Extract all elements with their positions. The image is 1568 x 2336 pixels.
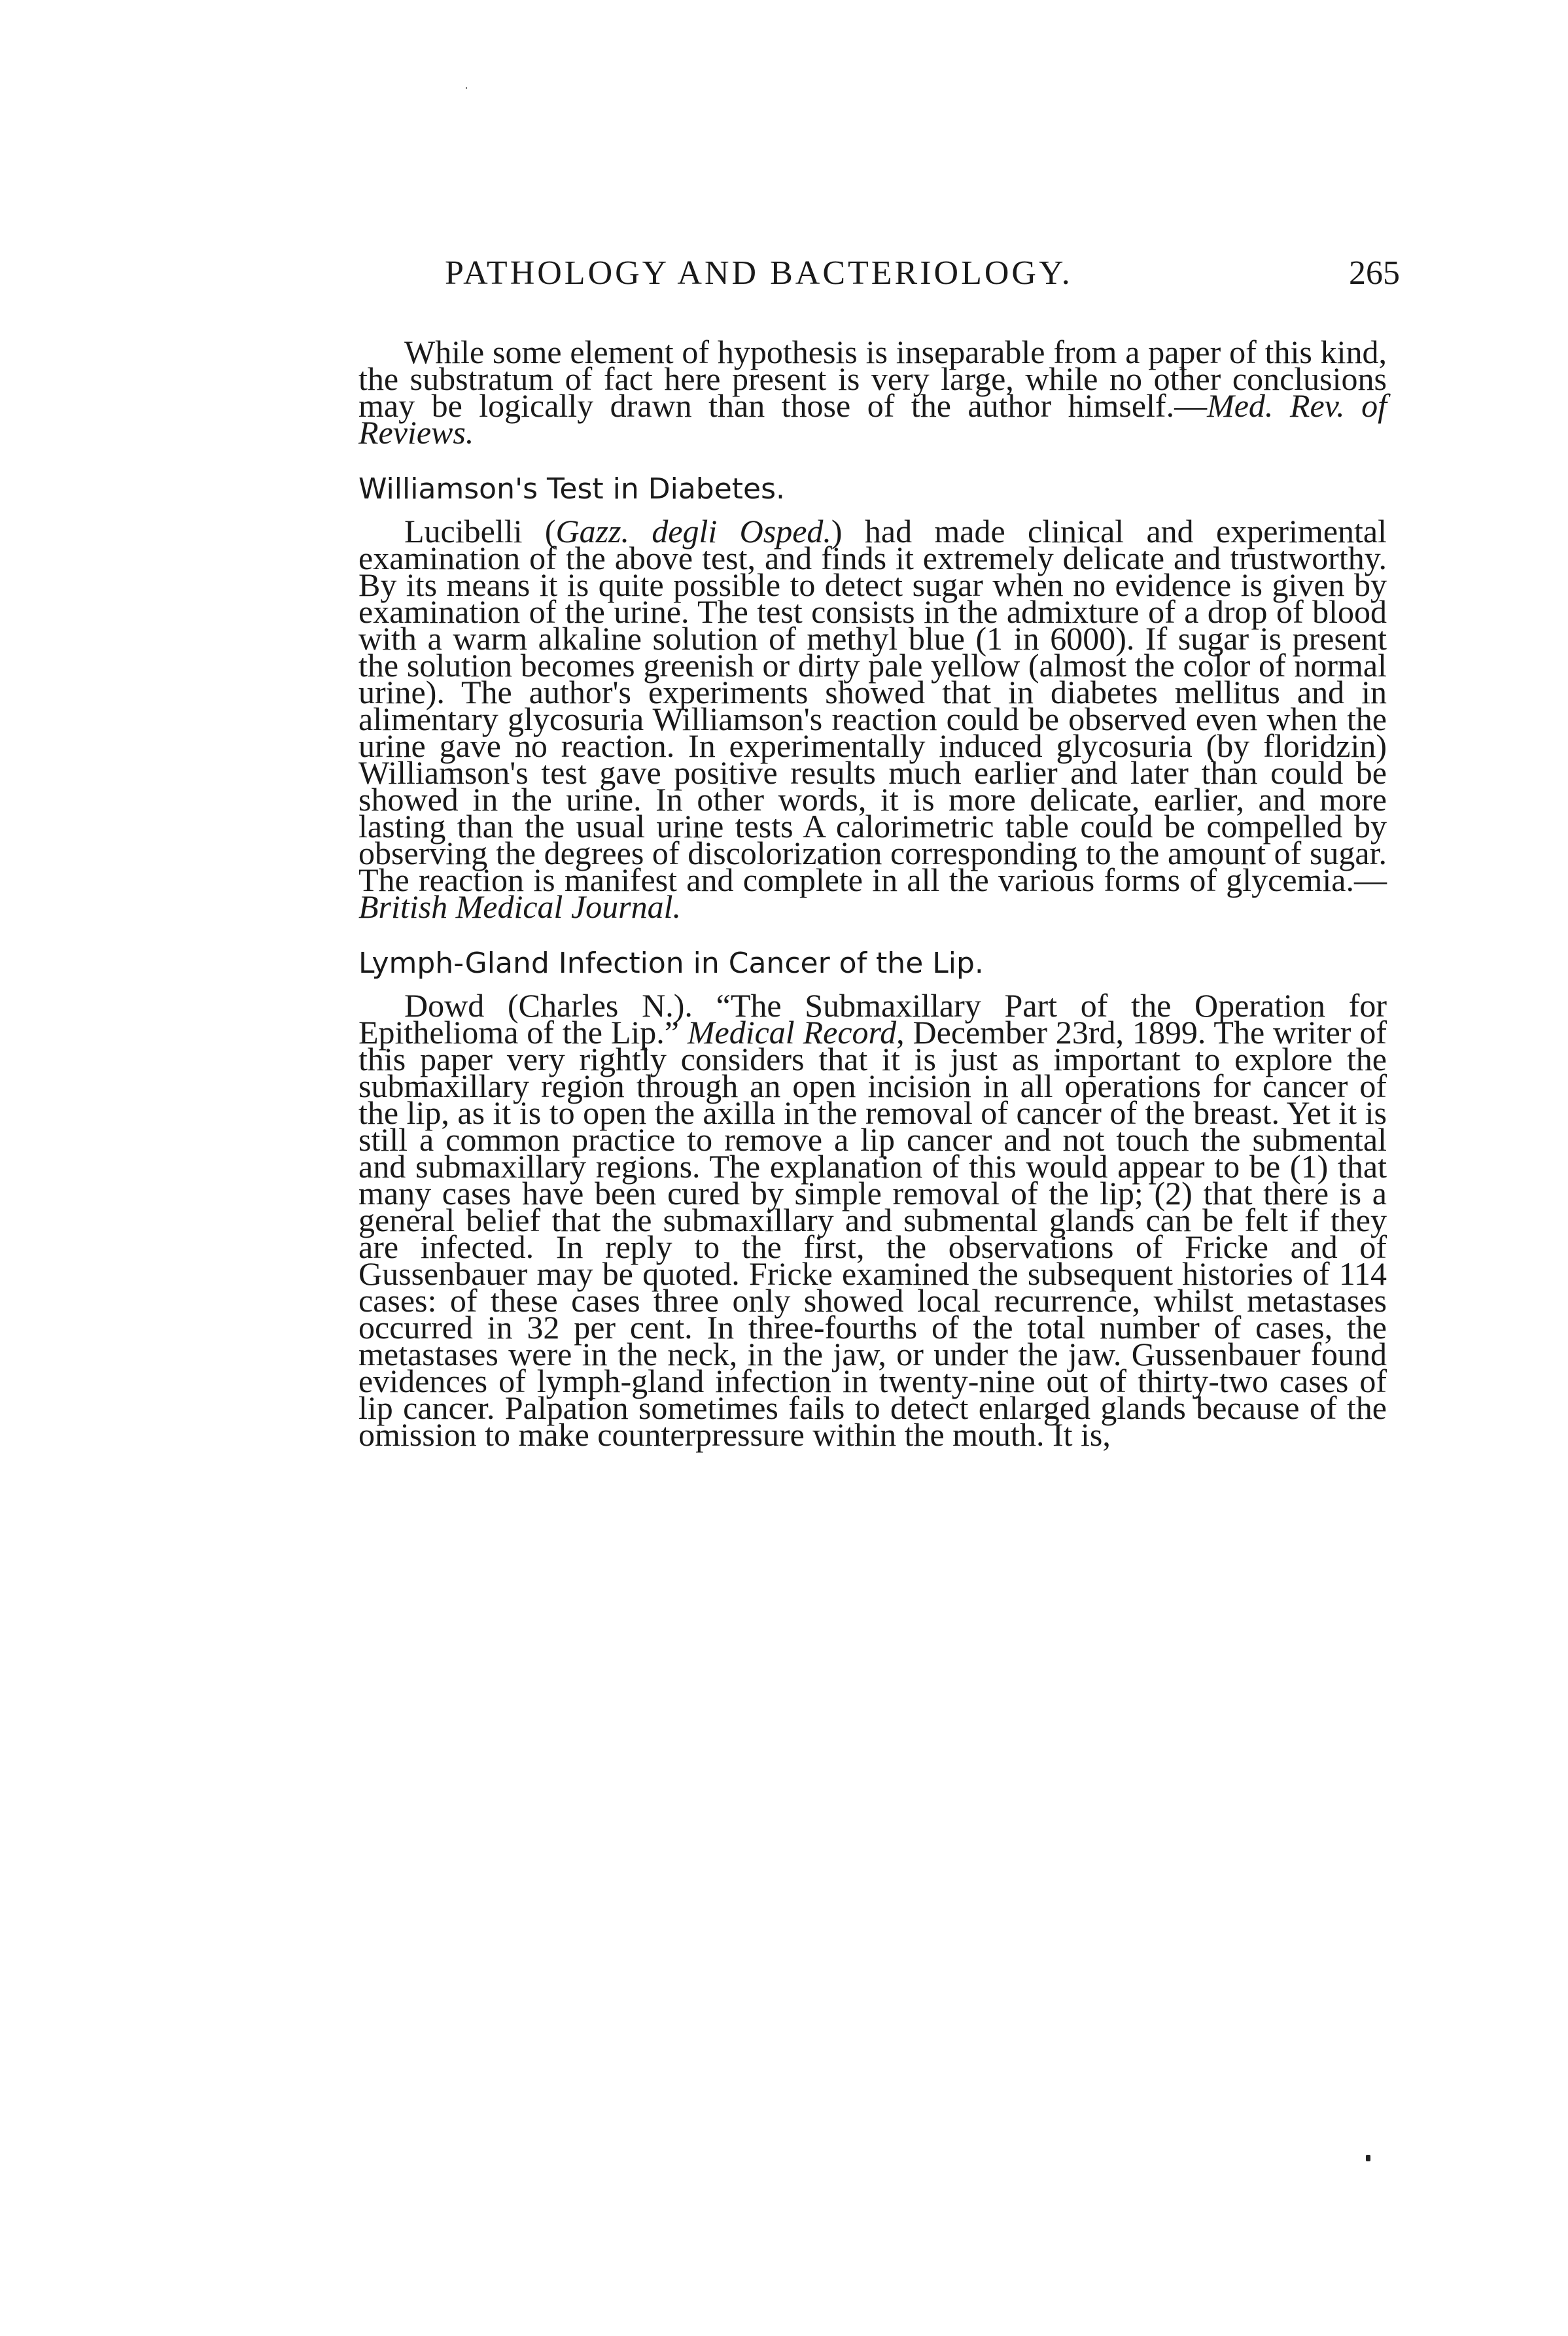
lymph-gland-paragraph — [358, 987, 1387, 1453]
paragraph-text-lead: Lucibelli ( — [404, 513, 556, 549]
page-body — [358, 334, 1387, 1453]
paragraph-text-lead: Dowd (Charles N.). “The Submaxillary Part of the Operation for Epithelioma of the Lip.” — [358, 987, 1387, 1051]
inline-citation: Gazz. degli Osped. — [555, 513, 831, 549]
inline-citation: Medical Record — [687, 1014, 897, 1051]
citation: British Medical Journal. — [358, 888, 681, 925]
scan-speck — [466, 87, 467, 89]
paragraph-text: ) had made clinical and experimental examination of the above test, and finds it extremely delicate and trustworthy. By its means it is quite possible to detect sugar when no evidence is given by examination of the urine. The test consists in the admixture of a drop of blood with a warm alkaline solution of methyl blue (1 in 6000). If sugar is present the solution becomes greenish or dirty pale yellow (almost the color of normal urine). The author's experiments showed that in diabetes mellitus and in alimentary glycosuria Williamson's reaction could be observed even when the urine gave no reaction. In experimentally induced glycosuria (by floridzin) Williamson's test gave positive results much earlier and later than could be showed in the urine. In other words, it is more delicate, earlier, and more lasting than the usual urine tests A calorimetric table could be compelled by observing the degrees of discolorization corresponding to the amount of sugar. The reaction is manifest and complete in all the various forms of glycemia.— — [358, 513, 1387, 898]
paragraph-text: While some element of hypothesis is inseparable from a paper of this kind, the substratum of fact here present is very large, while no other conclusions may be logically drawn than those of the author himself.— — [358, 334, 1387, 424]
paragraph-text: , December 23rd, 1899. The writer of this paper very rightly considers that it is just as important to explore the submaxillary region through an open incision in all operations for cancer of the lip, as it is to open the axilla in the removal of cancer of the breast. Yet it is still a common practice to remove a lip cancer and not touch the submental and submaxillary regions. The explanation of this would appear to be (1) that many cases have been cured by simple removal of the lip; (2) that there is a general belief that the submaxillary and submental glands can be felt if they are infected. In reply to the first, the observations of Fricke and of Gussenbauer may be quoted. Fricke examined the subsequent histories of 114 cases: of these cases three only showed local recurrence, whilst metastases occurred in 32 per cent. In three-fourths of the total number of cases, the metastases were in the neck, in the jaw, or under the jaw. Gussenbauer found evidences of lymph-gland infection in twenty-nine out of thirty-two cases of lip cancer. Palpation sometimes fails to detect enlarged glands because of the omission to make counterpressure within the mouth. It is, — [358, 1014, 1387, 1453]
running-head: PATHOLOGY AND BACTERIOLOGY. — [445, 254, 1073, 292]
section-heading-williamson: Williamson's Test in Diabetes. — [358, 472, 786, 506]
williamson-paragraph — [358, 513, 1387, 925]
page-header — [445, 254, 1400, 300]
section-heading-lymph-gland: Lymph-Gland Infection in Cancer of the Lip. — [358, 947, 984, 980]
page-number: 265 — [1349, 254, 1400, 292]
intro-paragraph — [358, 334, 1387, 451]
scan-speck — [1366, 2155, 1370, 2161]
citation: Med. Rev. of Reviews. — [358, 387, 1387, 451]
